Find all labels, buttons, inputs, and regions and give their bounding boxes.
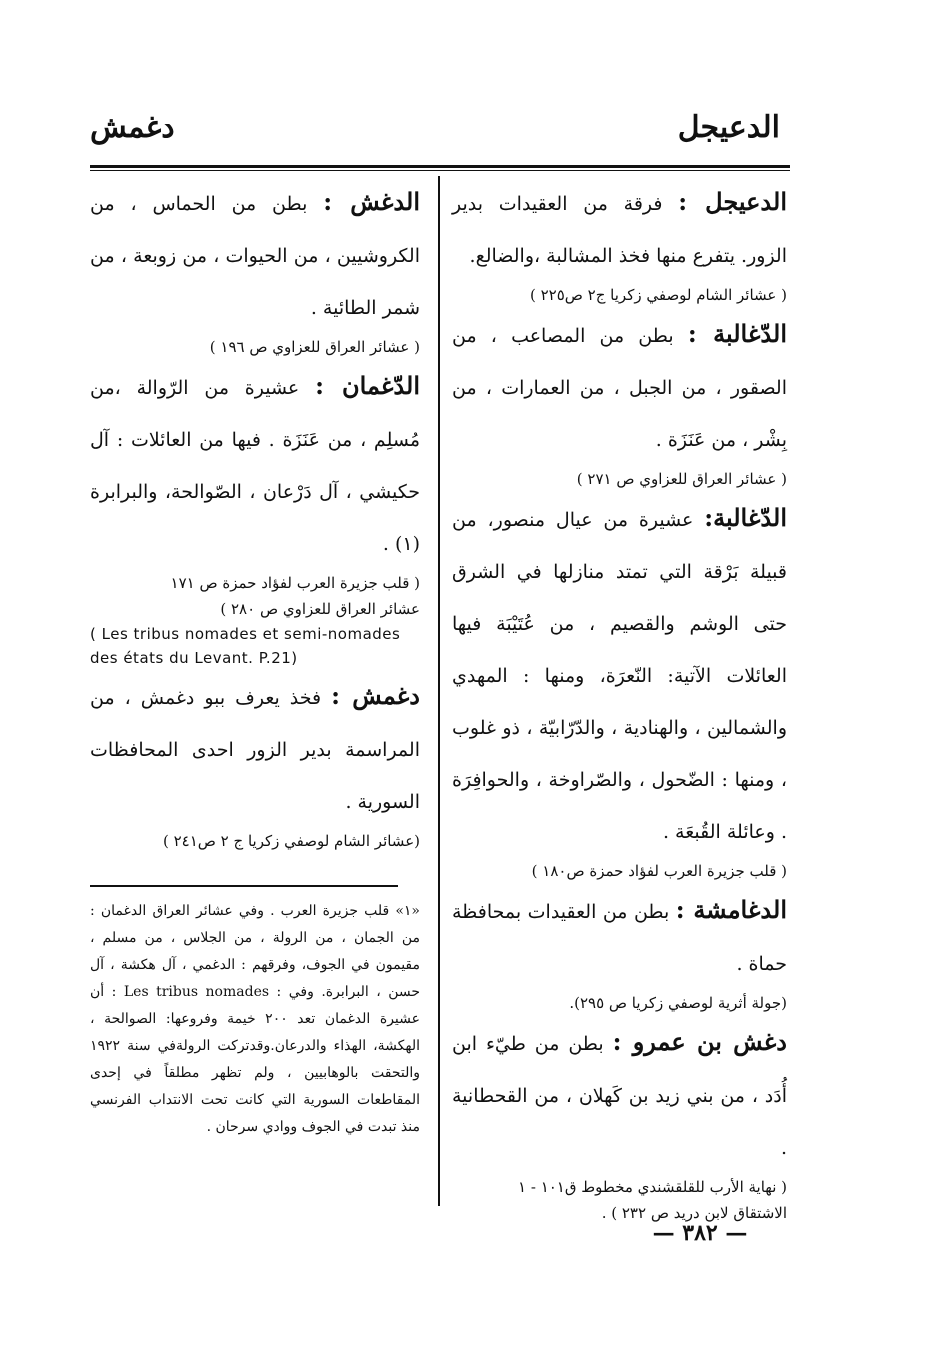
- entry-text: بطن من طيّء ابن أُدَد ، من بني زيد بن كَهلان ، من القحطانية .: [452, 1033, 787, 1159]
- left-column: [90, 176, 420, 854]
- running-header-left: دغمش: [90, 110, 175, 145]
- entry-headword: دغمش :: [331, 681, 420, 710]
- footnote: «١» قلب جزيرة العرب . وفي عشائر العراق الدغمان : من الجمان ، من الرولة ، من الجلاس ، من مسلم ، مقيمون في الجوف، وفرقهم : الدغمي ، آل هكشة ، آل حسن ، البرابرة. وفي : Les tribus nomades : أن عشيرة الدغمان تعد ٢٠٠ خيمة وفروعها: الصوالحة ، الهكشة، الهذاء والدرعان.وقدتركت الرولةفي سنة ١٩٢٢ والتحقت بالوهابيين ، ولم تظهر مطلقاً في إحدى المقاطعات السورية التي كانت تحت الانتداب الفرنسي منذ تبدت في الجوف ووادي سرحان .: [90, 903, 421, 1135]
- running-header-right: الدعيجل: [677, 110, 780, 145]
- entry-headword: الدّغالبة :: [687, 319, 787, 348]
- entry-aldaghsh: [90, 176, 420, 334]
- header-rule-thin: [90, 170, 790, 171]
- entry-text: عشيرة من الرّوالة ،من مُسلِم ، من عَنَزَة . فيها من العائلات : آل حكيشي ، آل دَرْعان ، الصّوالحة، والبرابرة (١) .: [90, 377, 420, 555]
- entry-daghash-bin-amr: [452, 1016, 787, 1174]
- entry-reference: الاشتقاق لابن دريد ص ٢٣٢ ) .: [601, 1204, 787, 1222]
- entry-reference: ( قلب جزيرة العرب لفؤاد حمزة ص ١٧١: [170, 574, 420, 592]
- entry-text: بطن من الحماس ، من الكروشيين ، من الحيوات ، من زوبعة ، من شمر الطائية .: [90, 193, 420, 319]
- entry-text: بطن من العقيدات بمحافظة حماة .: [452, 901, 787, 975]
- header-rule-thick: [90, 165, 790, 168]
- entry-headword: دغش بن عمرو :: [612, 1027, 787, 1056]
- entry-aldaghman: [90, 360, 420, 570]
- footnote-rule: [90, 885, 398, 887]
- entry-reference: عشائر العراق للعزاوي ص ٢٨٠ ): [220, 600, 420, 618]
- entry-reference: ( عشائر العراق للعزاوي ص ٢٧١ ): [576, 470, 787, 488]
- entry-headword: الدّغمان :: [315, 371, 420, 400]
- entry-headword: الدغامشة :: [675, 895, 788, 924]
- entry-text: فخذ يعرف ببو دغمش ، من المراسمة بدير الزور احدى المحافظات السورية .: [90, 687, 420, 813]
- entry-text: بطن من المصاعب ، من الصقور ، من الجبل ، من العمارات ، من بِشْر ، من عَنَزَة .: [452, 325, 787, 451]
- latin-reference: ( Les tribus nomades et semi-nomades des états du Levant. P.21): [90, 625, 401, 667]
- entry-reference: ( قلب جزيرة العرب لفؤاد حمزة ص١٨٠ ): [531, 862, 787, 880]
- entry-text: فرقة من العقيدات بدير الزور. يتفرع منها فخذ المشالبة ،والضالع.: [452, 193, 787, 267]
- column-divider: [438, 176, 440, 1206]
- entry-daghmash: [90, 670, 420, 828]
- entry-aldaghaliba-1: [452, 308, 787, 466]
- entry-headword: الدغش :: [323, 187, 420, 216]
- entry-aldueijil: [452, 176, 787, 282]
- entry-headword: الدعيجل :: [678, 187, 787, 216]
- entry-aldaghamisha: [452, 884, 787, 990]
- page-number: — ٣٨٢ —: [652, 1220, 748, 1246]
- entry-reference: ( عشائر العراق للعزاوي ص ١٩٦ ): [209, 338, 420, 356]
- entry-text: عشيرة من عيال منصور، من قبيلة بَرْقة التي تمتد منازلها في الشرق حتى الوشم والقصيم ، من عُتَيْبَة فيها العائلات الآتية: النّعرَة، ومنها : المهدي والشمالين ، والهنادية ، والدّرّابيّة ، ذو غلوب ، ومنها : الضّحول ، والصّراوخة ، والحوافِرَة . وعائلة القُبعَة .: [452, 509, 787, 843]
- entry-reference: (عشائر الشام لوصفي زكريا ج ٢ ص٢٤١ ): [162, 832, 420, 850]
- entry-aldaghaliba-2: [452, 492, 787, 858]
- entry-reference: ( نهاية الأرب للقلقشندي مخطوط ق١٠١ - ١: [518, 1178, 787, 1196]
- entry-reference: ( عشائر الشام لوصفي زكريا ج٢ ص٢٢٥ ): [529, 286, 787, 304]
- entry-reference: (جولة أثرية لوصفي زكريا ص ٢٩٥).: [569, 994, 787, 1012]
- right-column: [452, 176, 787, 1226]
- entry-headword: الدّغالبة:: [704, 503, 787, 532]
